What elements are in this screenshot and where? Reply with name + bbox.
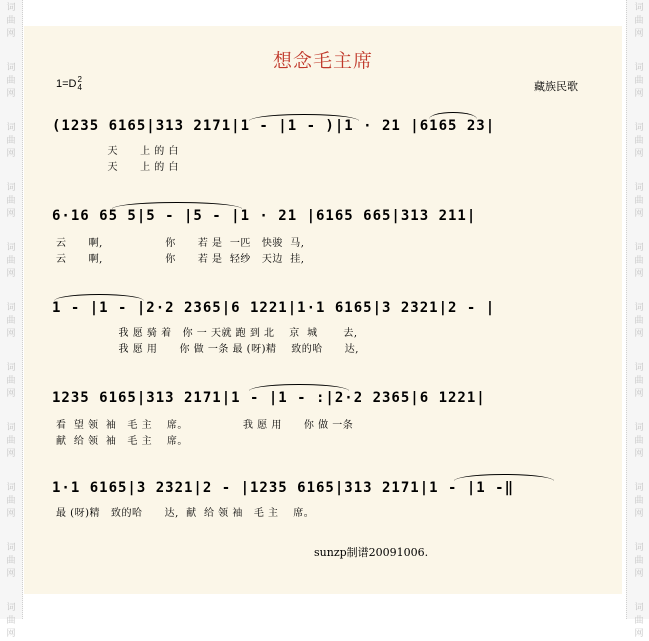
slur [429, 112, 477, 119]
slur [112, 202, 242, 209]
lyric-line-3b: 我 愿 用 你 做 一条 最 (呀)精 致的哈 达, [56, 344, 359, 355]
song-title: 想念毛主席 [272, 50, 373, 72]
time-bottom: 4 [77, 83, 82, 92]
key-signature [56, 76, 82, 92]
watermark-strip-right [626, 0, 649, 639]
watermark-text: 词 曲 网 [634, 123, 644, 159]
notation-line-2: 6·16 65 5|5 - |5 - |1 · 21 |6165 665|313 211| [52, 208, 477, 224]
watermark-text: 词 曲 网 [634, 423, 644, 459]
lyric-line-4b: 献 给 领 袖 毛 主 席。 [56, 436, 188, 447]
watermark-text: 词 曲 网 [6, 243, 16, 279]
watermark-text: 词 曲 网 [6, 183, 16, 219]
time-signature [78, 76, 82, 92]
time-top: 2 [77, 75, 82, 84]
lyric-line-4a: 看 望 领 袖 毛 主 席。 我 愿 用 你 做 一条 [56, 420, 354, 431]
notation-line-4: 1235 6165|313 2171|1 - |1 - :|2·2 2365|6 1221| [52, 390, 486, 406]
watermark-text: 词 曲 网 [634, 303, 644, 339]
slur [54, 294, 144, 301]
lyric-line-2b: 云 啊, 你 若 是 轻纱 天边 挂, [56, 254, 305, 265]
slur [454, 474, 554, 481]
watermark-text: 词 曲 网 [634, 603, 644, 639]
watermark-text: 词 曲 网 [634, 63, 644, 99]
watermark-text: 词 曲 网 [634, 3, 644, 39]
watermark-strip-left [0, 0, 23, 639]
watermark-text: 词 曲 网 [6, 3, 16, 39]
slur [249, 384, 349, 391]
transcriber-credit: sunzp制谱20091006. [314, 546, 429, 559]
watermark-text: 词 曲 网 [634, 483, 644, 519]
notation-line-3: 1 - |1 - |2·2 2365|6 1221|1·1 6165|3 2321|2 - | [52, 300, 496, 316]
watermark-text: 词 曲 网 [6, 423, 16, 459]
watermark-text: 词 曲 网 [6, 543, 16, 579]
score-sheet [24, 26, 622, 594]
watermark-text: 词 曲 网 [6, 603, 16, 639]
notation-line-1: (1235 6165|313 2171|1 - |1 - )|1 · 21 |6165 23| [52, 118, 496, 134]
watermark-text: 词 曲 网 [634, 183, 644, 219]
watermark-text: 词 曲 网 [6, 363, 16, 399]
watermark-text: 词 曲 网 [6, 483, 16, 519]
key-prefix: 1=D [56, 77, 77, 90]
watermark-text: 词 曲 网 [6, 63, 16, 99]
watermark-text: 词 曲 网 [634, 243, 644, 279]
watermark-text: 词 曲 网 [6, 123, 16, 159]
slur [249, 114, 359, 121]
lyric-line-1b: 天 上 的 白 [56, 162, 179, 173]
watermark-text: 词 曲 网 [634, 543, 644, 579]
lyric-line-2a: 云 啊, 你 若 是 一匹 快骏 马, [56, 238, 305, 249]
lyric-line-3a: 我 愿 骑 着 你 一 天就 跑 到 北 京 城 去, [56, 328, 358, 339]
lyric-line-5a: 最 (呀)精 致的哈 达, 献 给 领 袖 毛 主 席。 [56, 508, 315, 519]
notation-line-5: 1·1 6165|3 2321|2 - |1235 6165|313 2171|1 - |1 -‖ [52, 480, 515, 496]
lyric-line-1a: 天 上 的 白 [56, 146, 179, 157]
genre-label: 藏族民歌 [534, 80, 578, 93]
watermark-text: 词 曲 网 [6, 303, 16, 339]
watermark-text: 词 曲 网 [634, 363, 644, 399]
